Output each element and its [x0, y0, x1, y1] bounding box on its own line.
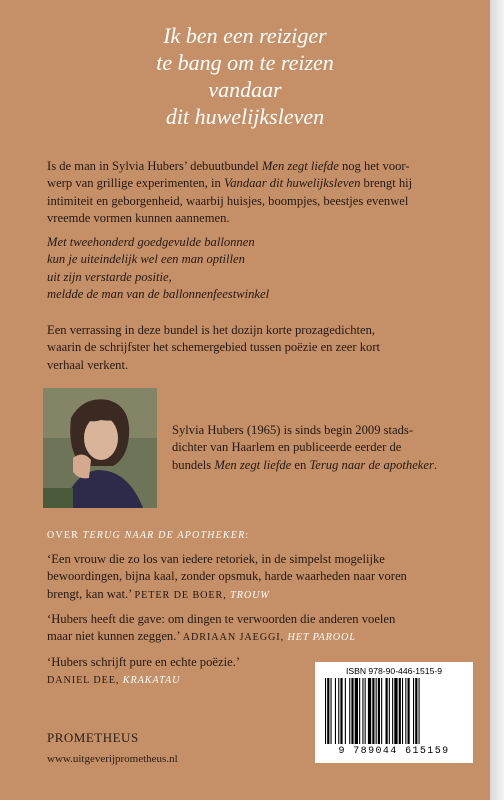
barcode-bar: [381, 678, 382, 744]
barcode-bar: [415, 678, 417, 744]
barcode-bar: [345, 678, 346, 744]
quote-line: ‘Hubers heeft die gave: om dingen te verwoorden die anderen voelen: [47, 612, 396, 626]
reviews-heading-suffix: :: [245, 530, 250, 541]
barcode-box: [315, 662, 473, 763]
reviews-heading-title: TERUG NAAR DE APOTHEKER: [82, 530, 246, 541]
intro-line-4: vreemde vormen kunnen aannemen.: [47, 211, 230, 226]
quote-outlet: TROUW: [230, 589, 270, 601]
intro-line-2: [47, 175, 477, 192]
quote-author: ADRIAAN JAEGGI,: [182, 632, 288, 644]
excerpt-line-2: kun je uiteindelijk wel een man optillen: [47, 252, 245, 267]
poem-line-4: dit huwelijksleven: [165, 104, 325, 129]
surprise-line-1: Een verrassing in deze bundel is het dozijn korte prozagedichten,: [47, 323, 376, 337]
quote-author: PETER DE BOER,: [134, 589, 231, 601]
intro-line-1: [47, 158, 477, 175]
barcode-bar: [392, 678, 393, 744]
surprise-line-2: waarin de schrijfster het schemergebied tussen poëzie en zeer kort: [47, 340, 381, 355]
book-title-men-zegt-liefde: Men zegt liefde: [261, 159, 339, 173]
book-title-men-zegt-liefde: Men zegt liefde: [214, 457, 292, 472]
quote-line: ‘Hubers schrijft pure en echte poëzie.’: [47, 655, 241, 669]
quote-outlet: HET PAROOL: [287, 632, 356, 644]
barcode-bar: [405, 678, 406, 744]
intro-text: brengt hij: [360, 176, 413, 191]
barcode-bar: [402, 678, 403, 744]
intro-paragraph: [47, 158, 477, 228]
quote-line: ‘Een vrouw die zo los van iedere retoriek, in de simpelst mogelijke: [47, 552, 385, 566]
barcode-bar: [327, 678, 329, 744]
barcode-bar: [394, 678, 397, 744]
intro-text: Is de man in Sylvia Hubers’ debuutbundel: [47, 159, 262, 173]
quote-text: maar niet kunnen zeggen.’: [47, 629, 183, 644]
intro-text: werp van grillige experimenten, in: [47, 176, 224, 191]
quote-line: [47, 586, 487, 604]
author-bio: [172, 422, 482, 474]
author-photo: [43, 388, 157, 508]
quote-text: brengt, kan wat.’: [47, 586, 135, 601]
bio-text: .: [433, 457, 438, 472]
surprise-line-3: verhaal verkent.: [47, 357, 129, 372]
barcode-bar: [335, 678, 336, 744]
barcode-digits: 9 789044 615159: [338, 746, 450, 757]
poem-line-1: Ik ben een reiziger: [163, 23, 327, 48]
bio-line-3: [172, 457, 482, 474]
review-quote-1: [47, 551, 487, 604]
book-title-terug-naar-de-apotheker: Terug naar de apotheker: [309, 457, 434, 472]
barcode-bar: [340, 678, 342, 744]
barcode-bar: [338, 678, 339, 744]
quote-author: DANIEL DEE,: [47, 675, 123, 687]
barcode-icon: [325, 678, 463, 744]
barcode-bar: [378, 678, 380, 744]
quote-line: [47, 628, 487, 646]
barcode-bar: [386, 678, 388, 744]
barcode-bar: [389, 678, 390, 744]
barcode-bar: [362, 678, 363, 744]
publisher-logo: PROMETHEUS: [47, 730, 139, 745]
review-quote-2: [47, 611, 487, 647]
quote-line: bewoordingen, bijna kaal, zonder opsmuk, harde waarheden naar voren: [47, 569, 407, 584]
barcode-bar: [376, 678, 377, 744]
barcode-bar: [419, 678, 420, 744]
bio-text: en: [291, 457, 310, 472]
poem-line-3: vandaar: [208, 77, 282, 102]
book-title-vandaar: Vandaar dit huwelijksleven: [223, 176, 361, 191]
bio-line-1: Sylvia Hubers (1965) is sinds begin 2009 stads-: [172, 423, 414, 437]
reviews-heading-prefix: OVER: [47, 530, 83, 541]
reviews-heading: [47, 530, 249, 541]
barcode-bar: [359, 678, 360, 744]
bio-line-2: dichter van Haarlem en publiceerde eerder de: [172, 440, 402, 455]
barcode-bar: [408, 678, 410, 744]
isbn-number: ISBN 978-90-446-1515-9: [345, 666, 443, 676]
surprise-paragraph: [47, 322, 477, 374]
barcode-bar: [399, 678, 401, 744]
poem-line-2: te bang om te reizen: [156, 50, 334, 75]
barcode-bar: [413, 678, 414, 744]
barcode-bar: [372, 678, 374, 744]
barcode-bar: [368, 678, 371, 744]
excerpt-line-3: uit zijn verstarde positie,: [47, 269, 172, 284]
intro-line-3: intimiteit en geborgenheid, waarbij huisjes, boompjes, beestjes evenwel: [47, 193, 409, 208]
barcode-bar: [349, 678, 350, 744]
quote-outlet: KRAKATAU: [122, 675, 181, 687]
excerpt-line-4: meldde de man van de ballonnenfeestwinkel: [47, 287, 270, 302]
poem-excerpt: [47, 234, 477, 304]
excerpt-line-1: Met tweehonderd goedgevulde ballonnen: [47, 235, 255, 249]
bio-text: bundels: [172, 457, 215, 472]
author-portrait-illustration: [43, 388, 157, 508]
poem-quote: [0, 22, 490, 130]
barcode-bar: [355, 678, 358, 744]
publisher-url: www.uitgeverijprometheus.nl: [47, 753, 178, 765]
barcode-bar: [325, 678, 326, 744]
barcode-bar: [351, 678, 353, 744]
barcode-bar: [365, 678, 366, 744]
intro-text: nog het voor-: [338, 159, 410, 173]
page-edge: [490, 0, 504, 800]
barcode-bar: [331, 678, 332, 744]
